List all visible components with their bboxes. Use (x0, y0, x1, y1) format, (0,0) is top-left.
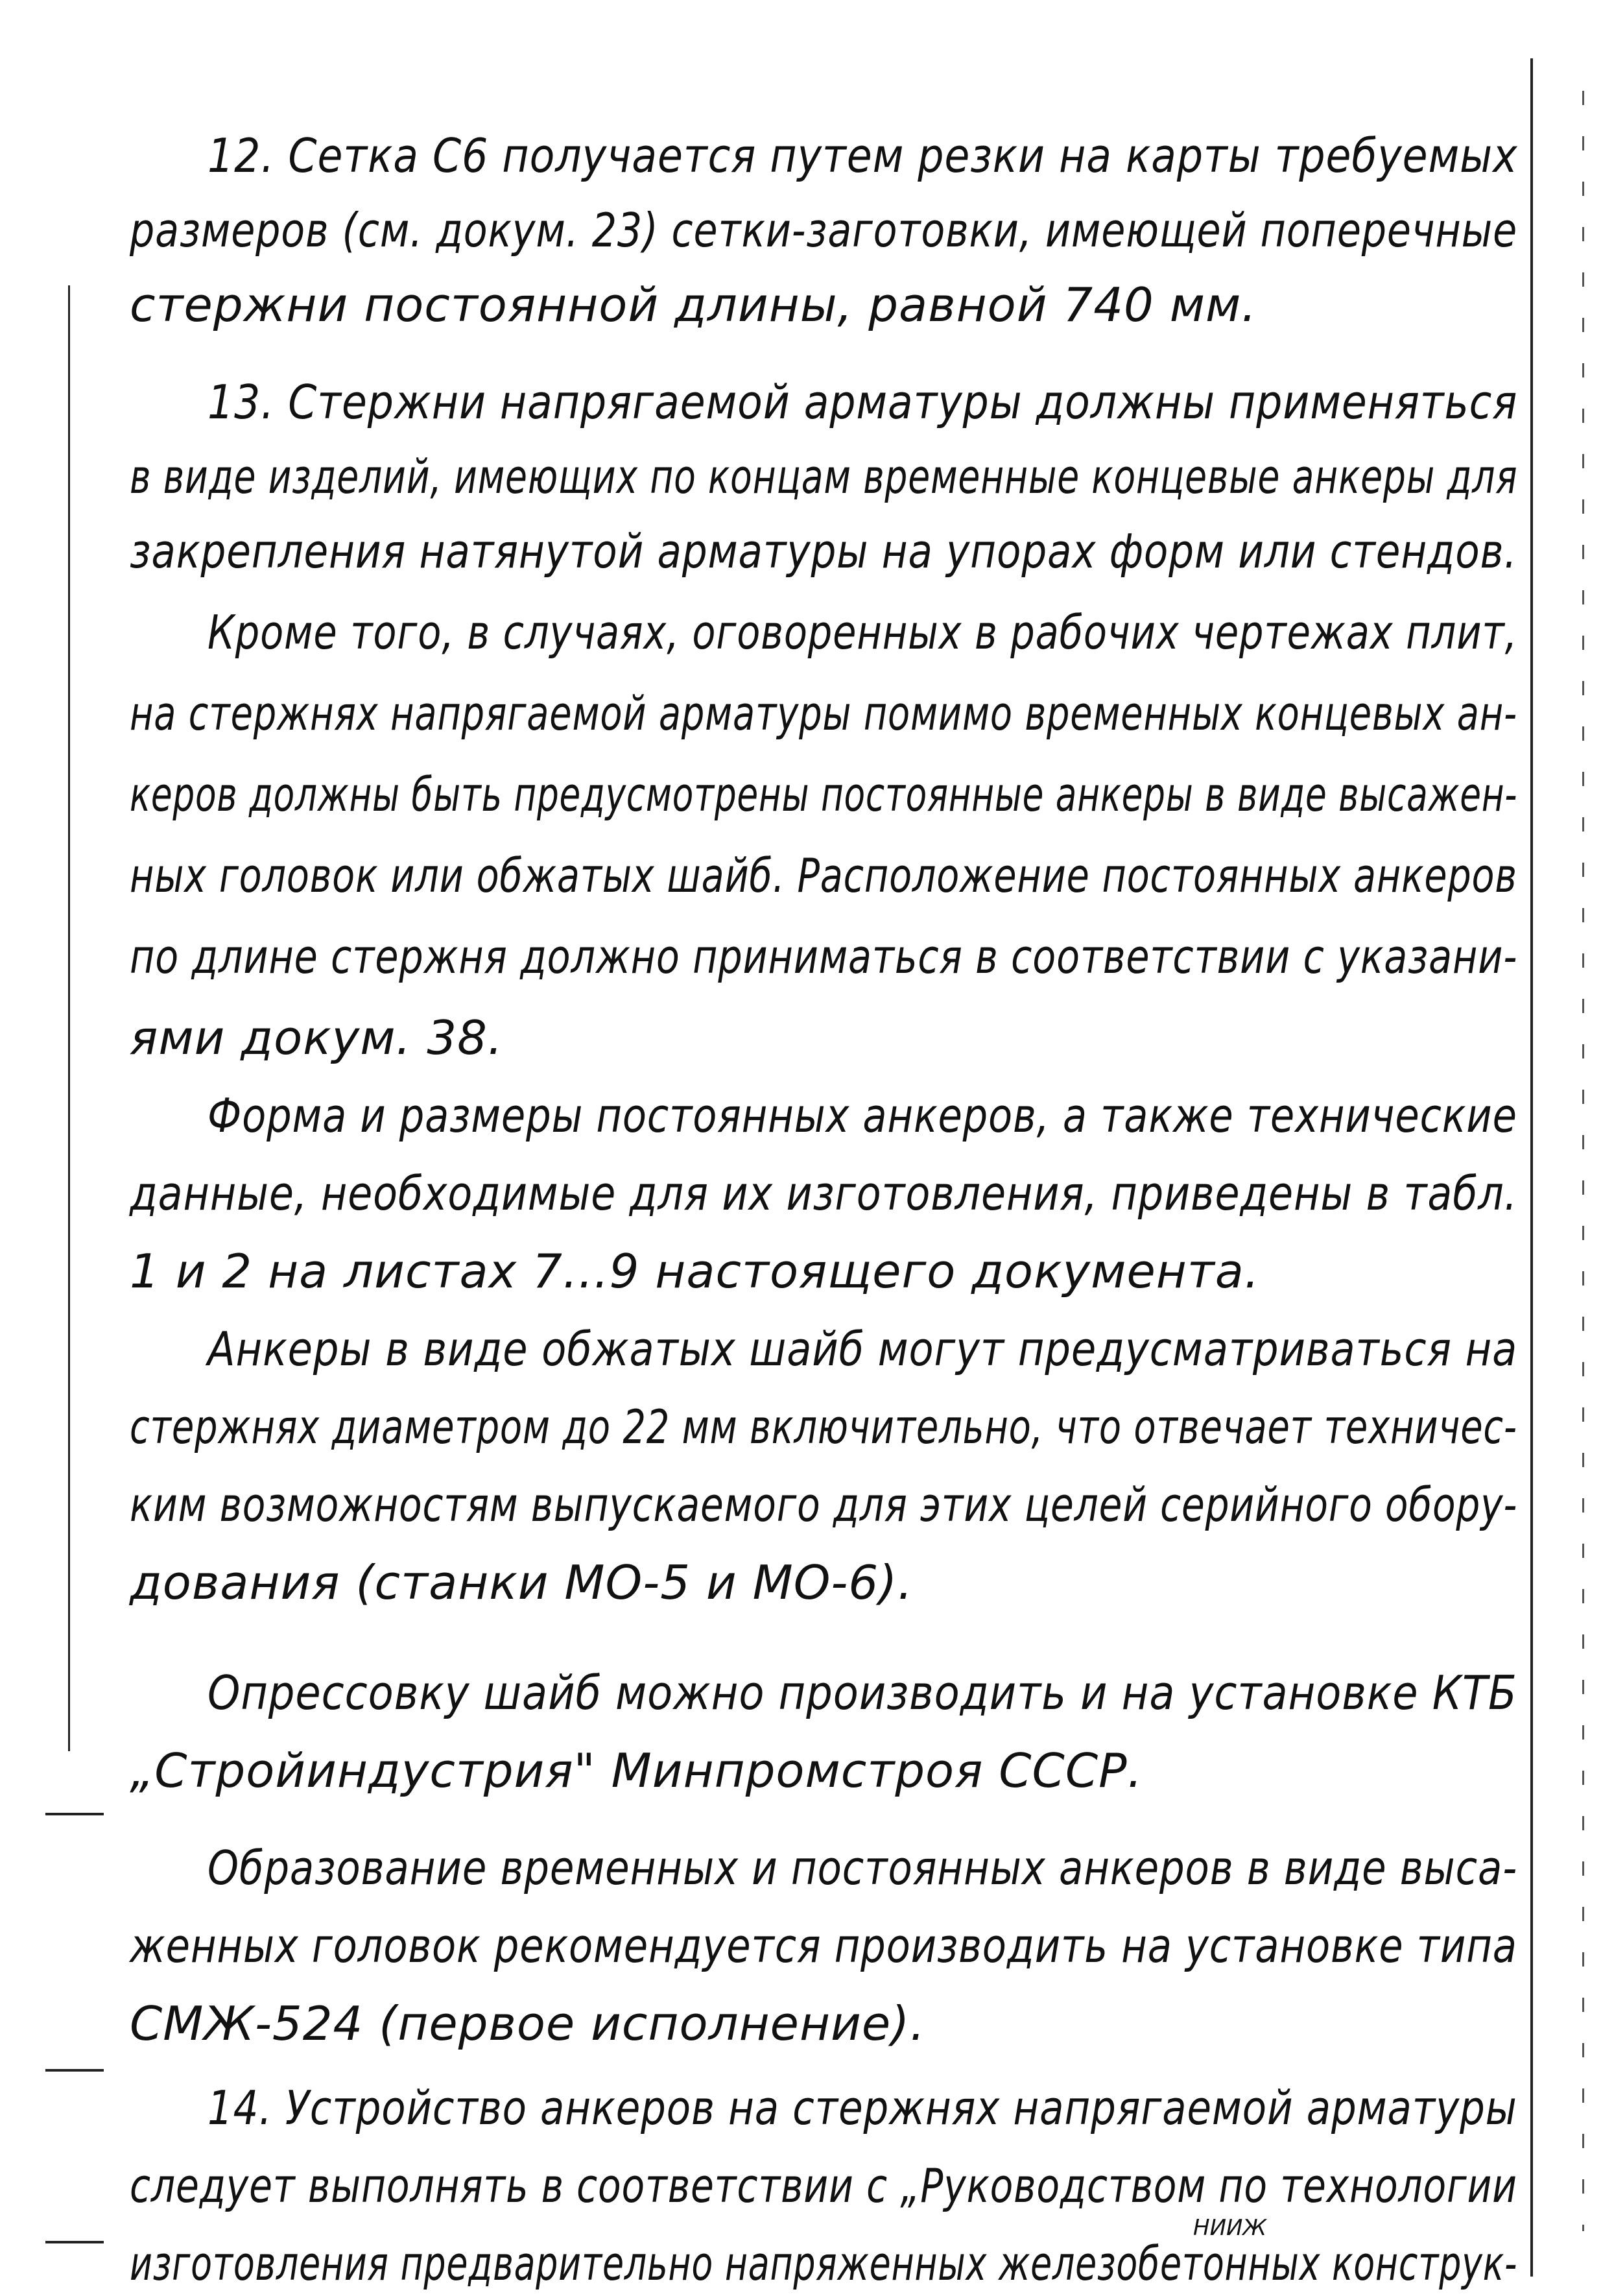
text-line: ных головок или обжатых шайб. Расположение постоянных анкеров (130, 848, 1517, 903)
text-line: 13. Стержни напрягаемой арматуры должны применяться (208, 375, 1518, 429)
text-line: на стержнях напрягаемой арматуры помимо временных концевых ан- (130, 686, 1517, 741)
text-line: следует выполнять в соответствии с „Руководством по технологии (130, 2158, 1517, 2213)
text-line: женных головок рекомендуется производить на установке типа (130, 1919, 1517, 1973)
margin-tick-mark (45, 2241, 104, 2243)
text-line: Форма и размеры постоянных анкеров, а также технические (208, 1088, 1517, 1143)
page-edge-dashes (1582, 91, 1584, 2231)
text-line: стержни постоянной длины, равной 740 мм. (130, 278, 1257, 332)
text-line: ями докум. 38. (130, 1010, 503, 1065)
margin-tick-mark (45, 1813, 104, 1815)
page-frame-right-rule (1530, 58, 1533, 2277)
text-line: закрепления натянутой арматуры на упорах форм или стендов. (130, 524, 1517, 579)
text-line: Анкеры в виде обжатых шайб могут предусматриваться на (208, 1322, 1518, 1376)
text-line: изготовления предварительно напряженных железобетонных конструк- (130, 2236, 1518, 2291)
text-line: данные, необходимые для их изготовления, приведены в табл. (130, 1166, 1518, 1221)
text-line: Кроме того, в случаях, оговоренных в рабочих чертежах плит, (208, 605, 1518, 660)
text-line: в виде изделий, имеющих по концам временные концевые анкеры для (130, 449, 1518, 504)
page-frame-left-rule (68, 285, 70, 1751)
text-line: керов должны быть предусмотрены постоянные анкеры в виде высажен- (130, 767, 1518, 822)
text-line: „Стройиндустрия" Минпромстроя СССР. (130, 1743, 1143, 1798)
text-line: 14. Устройство анкеров на стержнях напрягаемой арматуры (208, 2081, 1517, 2135)
text-line: Опрессовку шайб можно производить и на установке КТБ (208, 1666, 1517, 1720)
superscript-note: НИИЖ (1193, 2215, 1267, 2241)
text-line: по длине стержня должно приниматься в соответствии с указани- (130, 929, 1518, 984)
margin-tick-mark (45, 2069, 104, 2072)
text-line: стержнях диаметром до 22 мм включительно, что отвечает техничес- (130, 1400, 1517, 1454)
text-line: 1 и 2 на листах 7...9 настоящего документа. (130, 1244, 1260, 1298)
text-line: ким возможностям выпускаемого для этих целей серийного обору- (130, 1477, 1518, 1532)
text-line: 12. Сетка С6 получается путем резки на карты требуемых (208, 128, 1518, 183)
text-line: размеров (см. докум. 23) сетки-заготовки, имеющей поперечные (130, 203, 1518, 257)
text-line: СМЖ-524 (первое исполнение). (130, 1996, 926, 2051)
text-line: дования (станки МО-5 и МО-6). (130, 1555, 914, 1610)
text-line: Образование временных и постоянных анкеров в виде выса- (208, 1841, 1518, 1895)
